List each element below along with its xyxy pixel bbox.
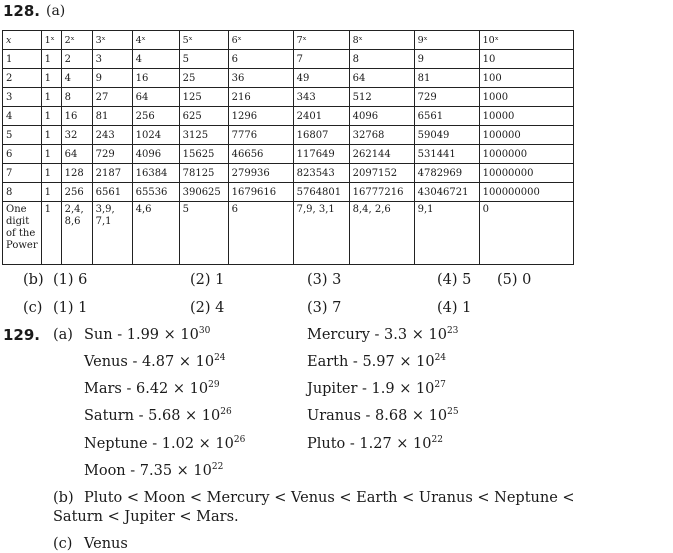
table-cell: 625 xyxy=(179,107,228,126)
table-cell: 78125 xyxy=(179,164,228,183)
table-cell: 1 xyxy=(3,50,42,69)
table-row xyxy=(3,88,574,107)
table-cell: 3 xyxy=(92,50,132,69)
table-cell: 2,4, 8,6 xyxy=(61,202,92,265)
planet-mass-saturn: Saturn - $5.68 \times 10^{26}$ xyxy=(84,407,232,424)
part-c-answer-4: (4) 1 xyxy=(437,300,472,316)
part-b-answer-3: (3) 3 xyxy=(307,272,342,288)
table-cell: 2ˣ xyxy=(61,31,92,50)
table-cell: 6 xyxy=(228,202,293,265)
q129-part-c-label: (c) xyxy=(53,536,73,552)
planet-mass-mars: Mars - $6.42 \times 10^{29}$ xyxy=(84,380,220,397)
table-cell: 81 xyxy=(92,107,132,126)
table-cell: 5764801 xyxy=(293,183,349,202)
part-c-answer-2: (2) 4 xyxy=(190,300,225,316)
table-cell: 4 xyxy=(61,69,92,88)
table-cell: 9 xyxy=(92,69,132,88)
table-cell: 1ˣ xyxy=(41,31,61,50)
table-cell: 5 xyxy=(179,50,228,69)
table-cell: 256 xyxy=(61,183,92,202)
q129-part-b-label: (b) xyxy=(53,490,74,506)
mass-ordering-line-1: Pluto < Moon < Mercury < Venus < Earth < Uranus < Neptune < xyxy=(84,490,575,506)
table-cell: 6 xyxy=(228,50,293,69)
part-b-answer-5: (5) 0 xyxy=(497,272,532,288)
table-cell: 8,4, 2,6 xyxy=(349,202,414,265)
table-cell: 36 xyxy=(228,69,293,88)
part-a-label: (a) xyxy=(46,3,66,19)
table-cell: 1 xyxy=(41,69,61,88)
planet-mass-neptune: Neptune - $1.02 \times 10^{26}$ xyxy=(84,435,246,452)
table-cell: 32768 xyxy=(349,126,414,145)
table-cell: 4782969 xyxy=(414,164,479,183)
table-cell: 9,1 xyxy=(414,202,479,265)
table-cell: 64 xyxy=(349,69,414,88)
table-cell: 216 xyxy=(228,88,293,107)
table-cell: 2401 xyxy=(293,107,349,126)
table-cell: 4096 xyxy=(349,107,414,126)
table-cell: 10 xyxy=(479,50,573,69)
table-cell: 128 xyxy=(61,164,92,183)
table-cell: 1 xyxy=(41,107,61,126)
table-cell: 4 xyxy=(3,107,42,126)
table-cell: 10000 xyxy=(479,107,573,126)
table-cell: 8ˣ xyxy=(349,31,414,50)
table-cell: 390625 xyxy=(179,183,228,202)
table-cell: One digit of the Power xyxy=(3,202,42,265)
planet-mass-moon: Moon - $7.35 \times 10^{22}$ xyxy=(84,462,224,479)
table-cell: 1 xyxy=(41,88,61,107)
part-b-answer-4: (4) 5 xyxy=(437,272,472,288)
table-cell: 65536 xyxy=(132,183,179,202)
table-cell: 1 xyxy=(41,145,61,164)
table-cell: 1296 xyxy=(228,107,293,126)
table-cell: 823543 xyxy=(293,164,349,183)
mass-ordering-line-2: Saturn < Jupiter < Mars. xyxy=(53,509,239,525)
table-cell: 2 xyxy=(61,50,92,69)
table-cell: 5 xyxy=(179,202,228,265)
table-cell: 2187 xyxy=(92,164,132,183)
table-cell: 1679616 xyxy=(228,183,293,202)
planet-mass-jupiter: Jupiter - $1.9 \times 10^{27}$ xyxy=(307,380,446,397)
table-cell: 32 xyxy=(61,126,92,145)
planet-mass-pluto: Pluto - $1.27 \times 10^{22}$ xyxy=(307,435,443,452)
table-cell: 5 xyxy=(3,126,42,145)
table-cell: 27 xyxy=(92,88,132,107)
table-cell: 4096 xyxy=(132,145,179,164)
table-cell: 729 xyxy=(92,145,132,164)
table-cell: 512 xyxy=(349,88,414,107)
table-cell: 1 xyxy=(41,126,61,145)
table-cell: 6 xyxy=(3,145,42,164)
table-cell: 117649 xyxy=(293,145,349,164)
table-cell: 1000000 xyxy=(479,145,573,164)
planet-mass-mercury: Mercury - $3.3 \times 10^{23}$ xyxy=(307,326,459,343)
part-c-answer-1: (1) 1 xyxy=(53,300,88,316)
table-cell: 7,9, 3,1 xyxy=(293,202,349,265)
table-cell: 7776 xyxy=(228,126,293,145)
table-cell: 15625 xyxy=(179,145,228,164)
table-cell: 8 xyxy=(349,50,414,69)
table-cell: 279936 xyxy=(228,164,293,183)
table-cell: 7 xyxy=(293,50,349,69)
powers-table xyxy=(2,30,574,265)
table-row xyxy=(3,50,574,69)
table-cell: 6561 xyxy=(92,183,132,202)
table-cell: 16 xyxy=(61,107,92,126)
table-cell: 81 xyxy=(414,69,479,88)
table-cell: 10000000 xyxy=(479,164,573,183)
table-row xyxy=(3,183,574,202)
q129-part-c-answer: Venus xyxy=(84,536,128,552)
table-cell: 343 xyxy=(293,88,349,107)
table-row xyxy=(3,69,574,88)
table-cell: 100 xyxy=(479,69,573,88)
table-cell: 1024 xyxy=(132,126,179,145)
table-cell: 2 xyxy=(3,69,42,88)
table-row xyxy=(3,107,574,126)
table-cell: 16777216 xyxy=(349,183,414,202)
table-cell: 5ˣ xyxy=(179,31,228,50)
part-c-answer-3: (3) 7 xyxy=(307,300,342,316)
table-cell: 25 xyxy=(179,69,228,88)
table-cell: 100000000 xyxy=(479,183,573,202)
table-cell: 4ˣ xyxy=(132,31,179,50)
table-cell: 6ˣ xyxy=(228,31,293,50)
table-cell: 7 xyxy=(3,164,42,183)
table-cell: 125 xyxy=(179,88,228,107)
table-cell: 1000 xyxy=(479,88,573,107)
table-cell: 3ˣ xyxy=(92,31,132,50)
table-cell: 8 xyxy=(3,183,42,202)
table-cell: 2097152 xyxy=(349,164,414,183)
table-cell: 16384 xyxy=(132,164,179,183)
table-cell: 531441 xyxy=(414,145,479,164)
planet-mass-sun: Sun - $1.99 \times 10^{30}$ xyxy=(84,326,211,343)
table-cell: 1 xyxy=(41,50,61,69)
table-cell: 256 xyxy=(132,107,179,126)
question-number-129: 129. xyxy=(3,326,41,344)
planet-mass-earth: Earth - $5.97 \times 10^{24}$ xyxy=(307,353,447,370)
table-cell: 9ˣ xyxy=(414,31,479,50)
table-header-row xyxy=(3,31,574,50)
table-cell: 9 xyxy=(414,50,479,69)
planet-mass-uranus: Uranus - $8.68 \times 10^{25}$ xyxy=(307,407,459,424)
table-cell: 1 xyxy=(41,202,61,265)
part-b-answer-1: (1) 6 xyxy=(53,272,88,288)
table-cell: 3 xyxy=(3,88,42,107)
table-cell: 10ˣ xyxy=(479,31,573,50)
table-cell: 49 xyxy=(293,69,349,88)
table-cell: 4,6 xyxy=(132,202,179,265)
table-cell: 243 xyxy=(92,126,132,145)
table-cell: 4 xyxy=(132,50,179,69)
table-cell: 16 xyxy=(132,69,179,88)
table-cell: 8 xyxy=(61,88,92,107)
table-cell: 1 xyxy=(41,164,61,183)
table-cell: 59049 xyxy=(414,126,479,145)
table-cell: 46656 xyxy=(228,145,293,164)
part-b-answer-2: (2) 1 xyxy=(190,272,225,288)
q129-part-a-label: (a) xyxy=(53,327,73,343)
table-cell: 100000 xyxy=(479,126,573,145)
question-number-128: 128. xyxy=(3,2,41,20)
table-cell: 1 xyxy=(41,183,61,202)
table-cell: 64 xyxy=(61,145,92,164)
table-cell: 6561 xyxy=(414,107,479,126)
table-row xyxy=(3,145,574,164)
table-row-last-digit xyxy=(3,202,574,265)
planet-mass-venus: Venus - $4.87 \times 10^{24}$ xyxy=(84,353,226,370)
table-cell: 16807 xyxy=(293,126,349,145)
table-cell: 64 xyxy=(132,88,179,107)
table-row xyxy=(3,164,574,183)
table-cell: 3,9, 7,1 xyxy=(92,202,132,265)
table-cell: 262144 xyxy=(349,145,414,164)
table-cell: 729 xyxy=(414,88,479,107)
table-row xyxy=(3,126,574,145)
part-c-label: (c) xyxy=(23,300,43,316)
table-cell: 43046721 xyxy=(414,183,479,202)
table-cell: x xyxy=(3,31,42,50)
part-b-label: (b) xyxy=(23,272,44,288)
table-cell: 0 xyxy=(479,202,573,265)
table-cell: 7ˣ xyxy=(293,31,349,50)
table-cell: 3125 xyxy=(179,126,228,145)
